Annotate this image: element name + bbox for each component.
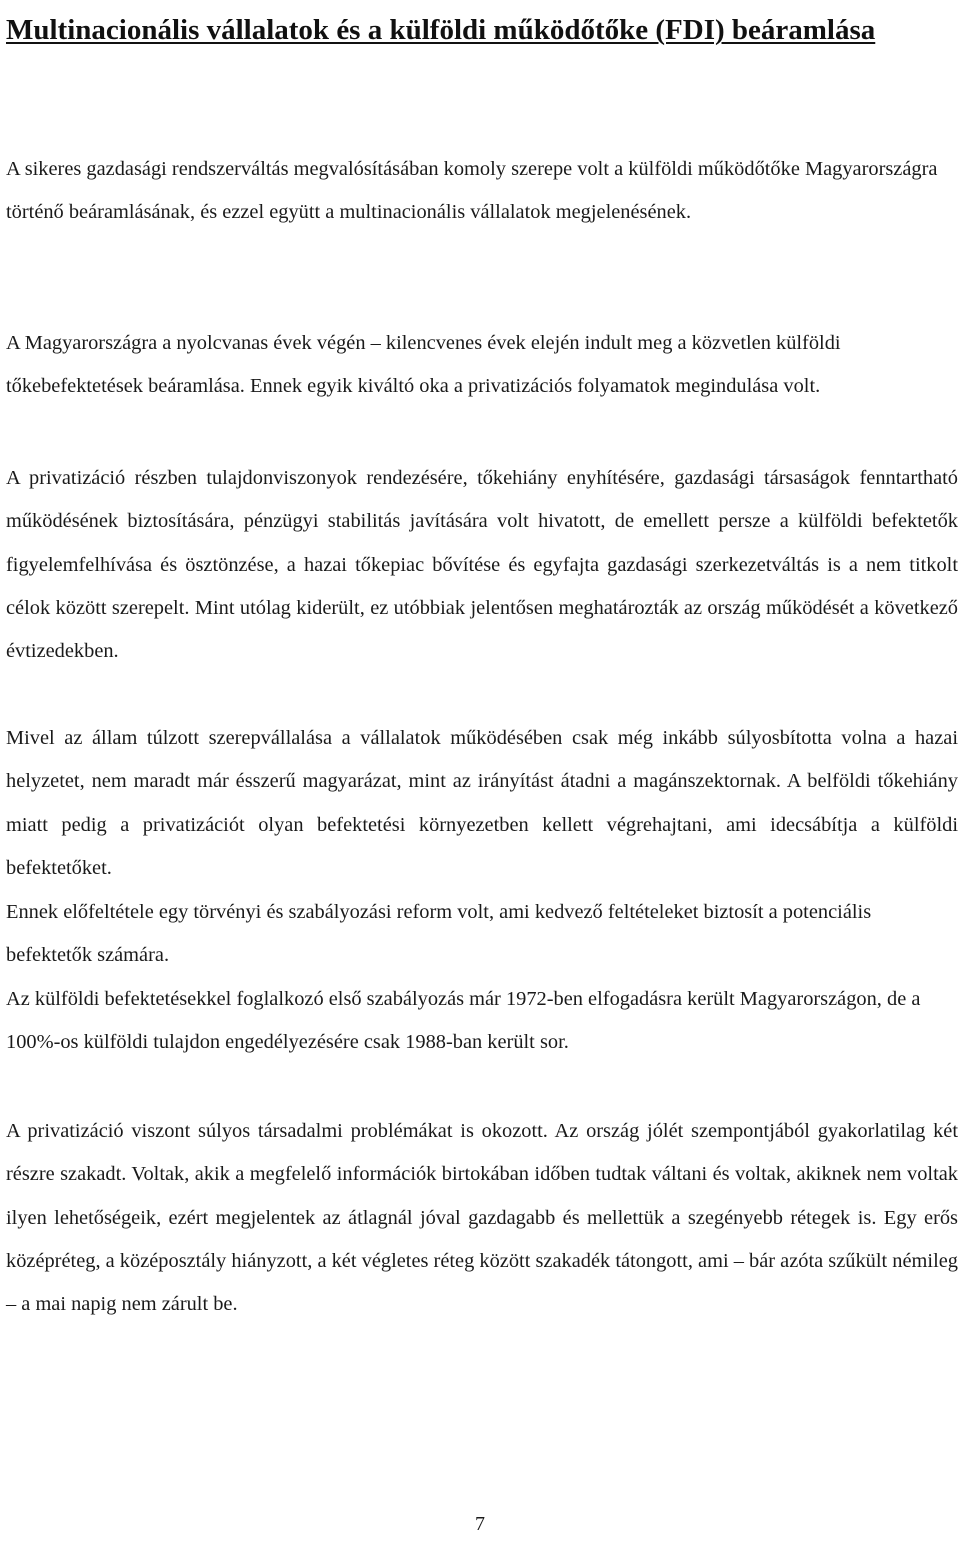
- paragraph-intro: A sikeres gazdasági rendszerváltás megvalósításában komoly szerepe volt a külföldi működőtőke Magyarországra történő beáramlásának, és ezzel együtt a multinacionális vállalatok megjelenésének.: [6, 158, 938, 224]
- paragraph-state-role: Mivel az állam túlzott szerepvállalása a vállalatok működésében csak még inkább súlyosbította volna a hazai helyzetet, nem maradt már ésszerű magyarázat, mint az irányítást átadni a magánszektornak. A belföldi tőkehiány miatt pedig a privatizációt olyan befektetési környezetben kellett végrehajtani, ami idecsábítja a külföldi befektetőket.: [6, 727, 958, 879]
- paragraph-regulation-history: Az külföldi befektetésekkel foglalkozó első szabályozás már 1972-ben elfogadásra került Magyarországon, de a 100%-os külföldi tulajdon engedélyezésére csak 1988-ban került sor.: [6, 988, 921, 1054]
- paragraph-reform: Ennek előfeltétele egy törvényi és szabályozási reform volt, ami kedvező feltételeket biztosít a potenciális befektetők számára.: [6, 901, 872, 967]
- page-number: 7: [475, 1513, 485, 1535]
- paragraph-social-problems: A privatizáció viszont súlyos társadalmi problémákat is okozott. Az ország jólét szempontjából gyakorlatilag két részre szakadt. Voltak, akik a megfelelő információk birtokában időben tudtak váltani és voltak, akiknek nem voltak ilyen lehetőségeik, ezért megjelentek az átlagnál jóval gazdagabb és mellettük a szegényebb rétegek is. Egy erős középréteg, a középosztály hiányzott, a két végletes réteg között szakadék tátongott, ami – bár azóta szűkült némileg – a mai napig nem zárult be.: [6, 1120, 958, 1316]
- page-title: Multinacionális vállalatok és a külföldi működőtőke (FDI) beáramlása: [6, 14, 876, 46]
- paragraph-fdi-start: A Magyarországra a nyolcvanas évek végén – kilencvenes évek elején indult meg a közvetlen külföldi tőkebefektetések beáramlása. Ennek egyik kiváltó oka a privatizációs folyamatok megindulása volt.: [6, 332, 841, 398]
- paragraph-privatization-goals: A privatizáció részben tulajdonviszonyok rendezésére, tőkehiány enyhítésére, gazdasági társaságok fenntartható működésének biztosítására, pénzügyi stabilitás javítására volt hivatott, de emellett persze a külföldi befektetők figyelemfelhívása és ösztönzése, a hazai tőkepiac bővítése és egyfajta gazdasági szerkezetváltás is a nem titkolt célok között szerepelt. Mint utólag kiderült, ez utóbbiak jelentősen meghatározták az ország működését a következő évtizedekben.: [6, 467, 958, 663]
